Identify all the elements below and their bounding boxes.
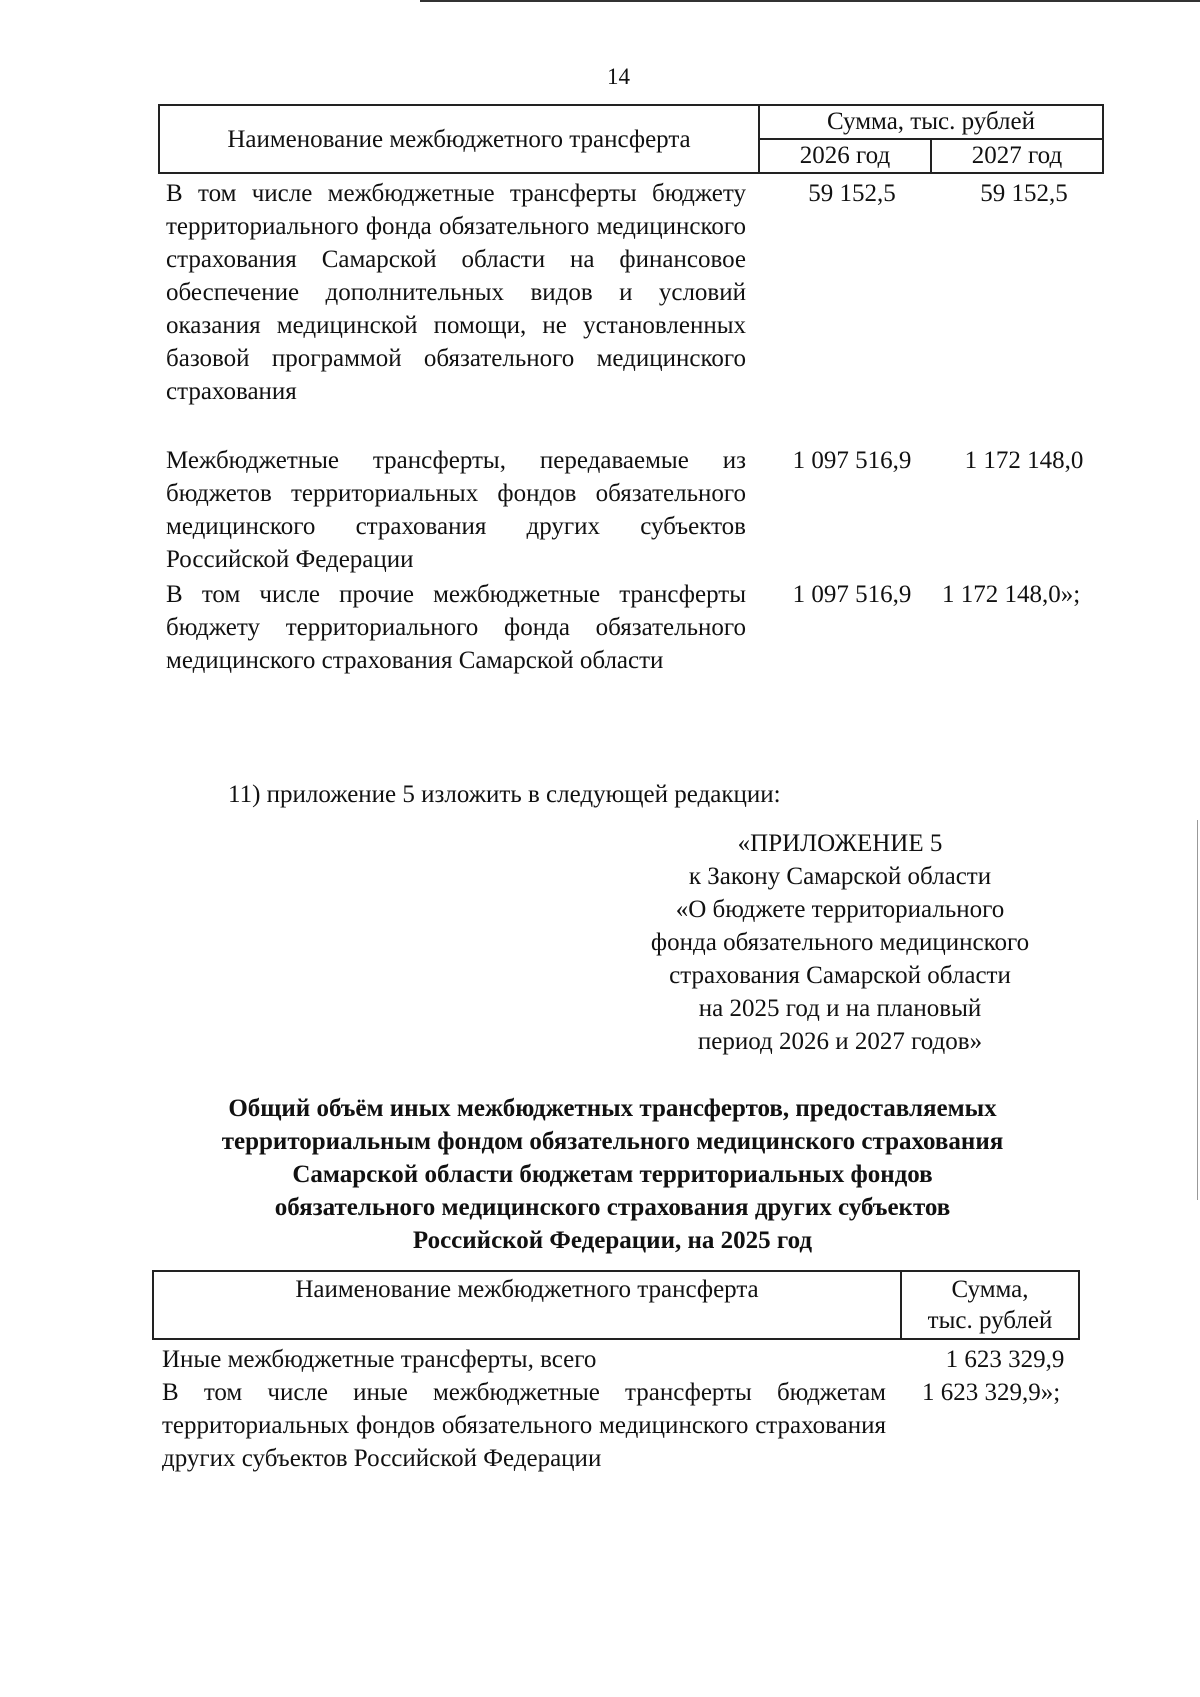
section-title-line: территориальным фондом обязательного медицинского страхования (221, 1128, 1004, 1155)
table2-header-name: Наименование межбюджетного трансферта (295, 1276, 759, 1303)
table1-row-value-2026: 1 097 516,9 (792, 447, 912, 474)
table1-header-year-2026: 2026 год (760, 140, 932, 172)
table1-row-text: Межбюджетные трансферты, передаваемые из бюджетов территориальных фондов обязательного медицинского страхования других субъектов Российской Федерации (166, 447, 746, 573)
section-title-line: обязательного медицинского страхования других субъектов (274, 1194, 951, 1221)
table1-row-value-2027: 1 172 148,0»; (942, 581, 1081, 608)
table2-row-value: 1 623 329,9»; (922, 1379, 1061, 1406)
appendix-line: период 2026 и 2027 годов» (697, 1028, 983, 1055)
amendment-instruction: 11) приложение 5 изложить в следующей редакции: (228, 781, 781, 808)
table1-row-value-2027: 59 152,5 (980, 180, 1068, 207)
table2-header (152, 1270, 1080, 1340)
table2-row-value: 1 623 329,9 (945, 1346, 1065, 1373)
section-title-line: Общий объём иных межбюджетных трансфертов, предоставляемых (228, 1095, 997, 1122)
table1-row-value-2027: 1 172 148,0 (964, 447, 1084, 474)
scan-edge-line (1197, 820, 1198, 1200)
table1-header-name: Наименование межбюджетного трансферта (160, 106, 760, 172)
appendix-line: фонда обязательного медицинского (650, 929, 1030, 956)
table2-row-text: В том числе иные межбюджетные трансферты бюджетам территориальных фондов обязательного медицинского страхования других субъектов Российской Федерации (162, 1379, 886, 1472)
appendix-line: «ПРИЛОЖЕНИЕ 5 (737, 830, 943, 857)
table1-row-text: В том числе межбюджетные трансферты бюджету территориального фонда обязательного медицинского страхования Самарской области на финансовое обеспечение дополнительных видов и условий оказания медицинской помощи, не установленных базовой программой обязательного медицинского страхования (166, 180, 746, 405)
table1-header-year-2027: 2027 год (971, 142, 1063, 169)
table2-header-sum-line: тыс. рублей (927, 1307, 1053, 1334)
table2-row-text: Иные межбюджетные трансферты, всего (162, 1346, 597, 1373)
table2-header-sum (902, 1274, 1078, 1336)
table1-row-value-2026: 59 152,5 (808, 180, 896, 207)
table1-header (158, 104, 1104, 174)
appendix-line: на 2025 год и на плановый (698, 995, 982, 1022)
table1-header-sum: Сумма, тыс. рублей (760, 106, 1102, 140)
appendix-heading (620, 827, 1060, 1058)
section-title-line: Российской Федерации, на 2025 год (412, 1227, 813, 1254)
section-title-line: Самарской области бюджетам территориальных фондов (292, 1161, 933, 1188)
table1-row-value-2026: 1 097 516,9 (792, 581, 912, 608)
section-title (150, 1092, 1075, 1257)
appendix-line: «О бюджете территориального (675, 896, 1005, 923)
table1-row-text: В том числе прочие межбюджетные трансферты бюджету территориального фонда обязательного медицинского страхования Самарской области (166, 581, 746, 674)
appendix-line: страхования Самарской области (669, 962, 1011, 989)
scan-edge-line (420, 0, 1200, 2)
appendix-line: к Закону Самарской области (688, 863, 992, 890)
table2-header-sum-line: Сумма, (951, 1276, 1029, 1303)
page-number: 14 (607, 64, 630, 89)
